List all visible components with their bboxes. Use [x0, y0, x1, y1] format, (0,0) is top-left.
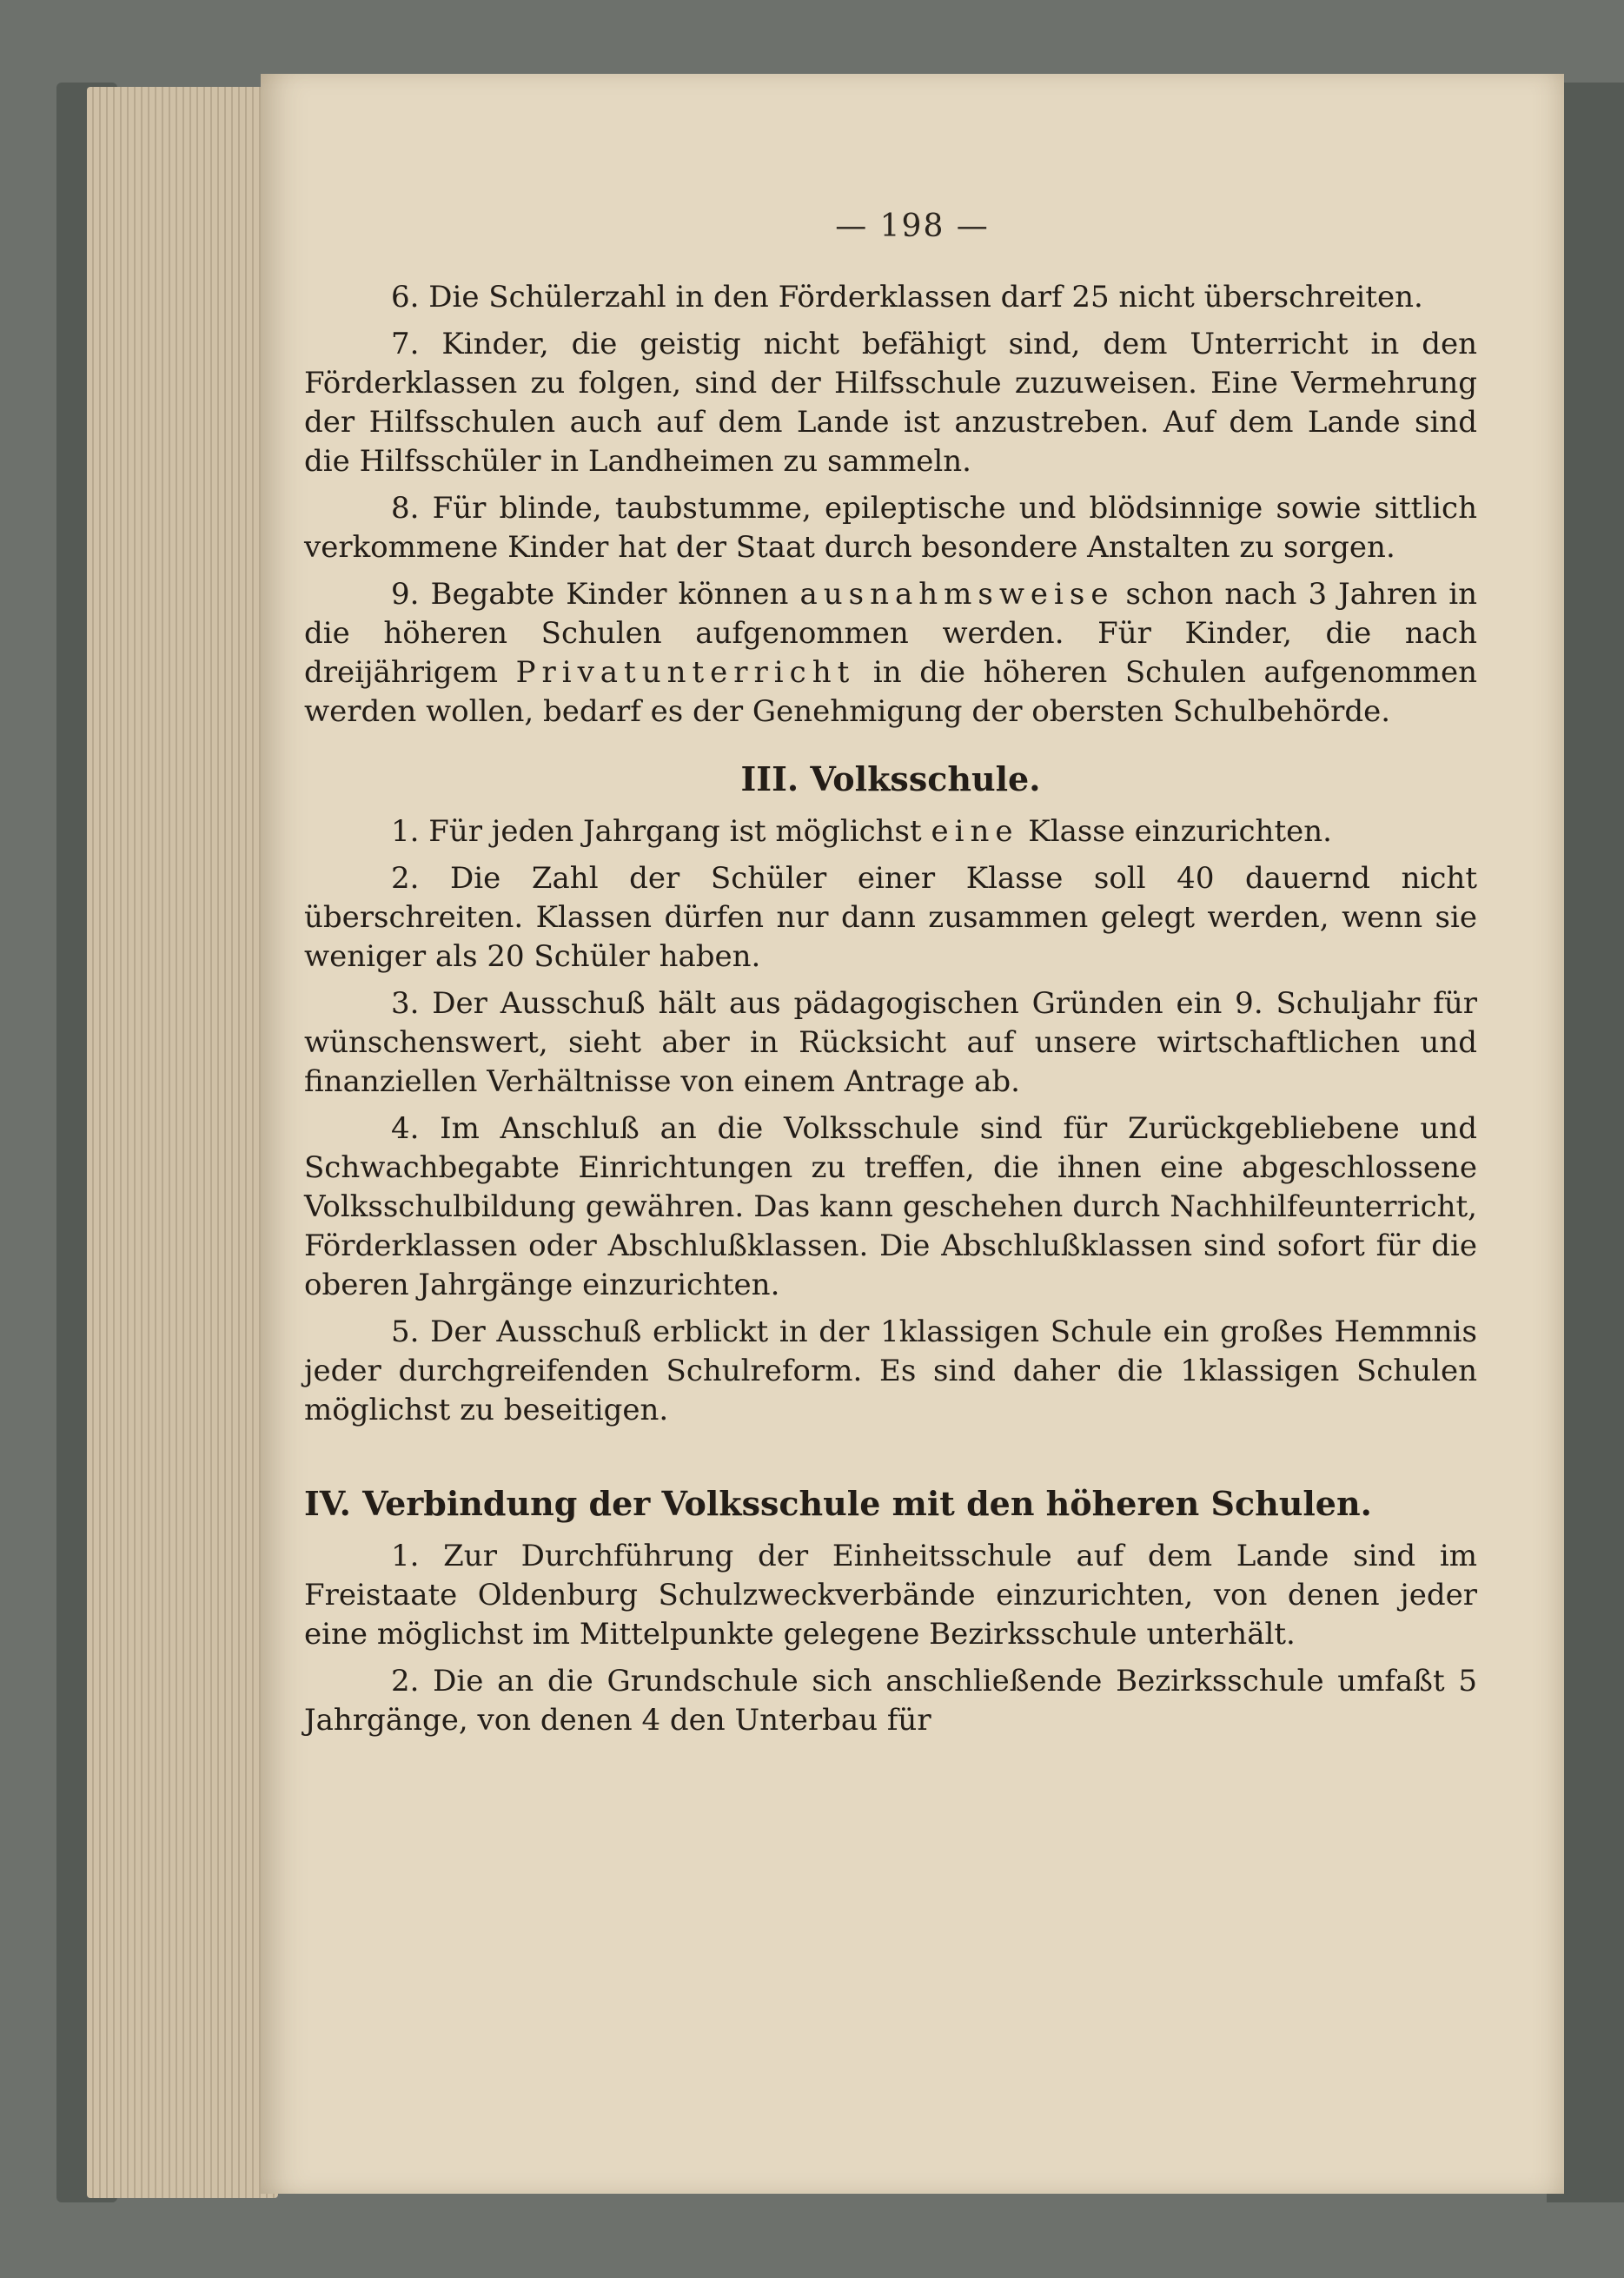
- paragraph-text: 9. Begabte Kinder können: [391, 577, 800, 612]
- paragraph-text: 5. Der Ausschuß erblickt in der 1klassigen Schule ein großes Hemmnis jeder durchgreifenden Schulreform. Es sind daher die 1klassigen Schulen möglichst zu beseitigen.: [304, 1314, 1477, 1427]
- paragraph-text: Klasse einzurichten.: [1018, 814, 1332, 849]
- paragraph: [304, 1662, 1477, 1740]
- paragraph-text: in die höheren Schulen aufgenommen werden wollen, bedarf es der Genehmigung der obersten Schulbehörde.: [304, 655, 1477, 729]
- paragraph-text: 4. Im Anschluß an die Volksschule sind für Zurückgebliebene und Schwachbegabte Einrichtungen zu treffen, die ihnen eine abgeschlossene Volksschulbildung gewähren. Das kann geschehen durch Nachhilfeunterricht, Förderklassen oder Abschlußklassen. Die Abschlußklassen sind sofort für die oberen Jahrgänge einzurichten.: [304, 1111, 1477, 1302]
- spaced-emphasis-text: eine: [931, 814, 1019, 849]
- section-iv-paragraphs: [304, 1537, 1477, 1740]
- paragraph: [304, 278, 1477, 317]
- page-number: — 198 —: [835, 209, 990, 244]
- page-edges: [87, 87, 278, 2198]
- paragraph: [304, 575, 1477, 732]
- paragraph-text: 6. Die Schülerzahl in den Förderklassen darf 25 nicht überschreiten.: [391, 280, 1423, 315]
- paragraph-text: 3. Der Ausschuß hält aus pädagogischen Gründen ein 9. Schuljahr für wünschenswert, sieht aber in Rücksicht auf unsere wirtschaftlichen und finanziellen Verhältnisse von einem Antrage ab.: [304, 986, 1477, 1099]
- paragraph: [304, 489, 1477, 567]
- paragraph-text: 8. Für blinde, taubstumme, epileptische und blödsinnige sowie sittlich verkommene Kinder hat der Staat durch besondere Anstalten zu sorgen.: [304, 491, 1477, 565]
- paragraph: [304, 1109, 1477, 1305]
- paragraph: [304, 859, 1477, 977]
- section-heading-iii: III. Volksschule.: [740, 759, 1041, 798]
- section-heading-iv: IV. Verbindung der Volksschule mit den höheren Schulen.: [304, 1484, 1372, 1523]
- paragraph: [304, 1537, 1477, 1654]
- top-paragraphs: [304, 278, 1477, 732]
- spaced-emphasis-text: ausnahmsweise: [799, 577, 1115, 612]
- paragraph-text: schon nach 3 Jahren in die höheren Schulen aufgenommen werden. Für Kinder, die nach dreijährigem: [304, 577, 1477, 690]
- section-iii-paragraphs: [304, 812, 1477, 1430]
- paragraph: [304, 984, 1477, 1102]
- paragraph: [304, 812, 1477, 851]
- paragraph-text: 2. Die Zahl der Schüler einer Klasse soll 40 dauernd nicht überschreiten. Klassen dürfen nur dann zusammen gelegt werden, wenn sie weniger als 20 Schüler haben.: [304, 861, 1477, 974]
- paragraph-text: 2. Die an die Grundschule sich anschließende Bezirksschule umfaßt 5 Jahrgänge, von denen 4 den Unterbau für: [304, 1664, 1477, 1738]
- paragraph: [304, 325, 1477, 481]
- paragraph-text: 7. Kinder, die geistig nicht befähigt sind, dem Unterricht in den Förderklassen zu folgen, sind der Hilfsschule zuzuweisen. Eine Vermehrung der Hilfsschulen auch auf dem Lande ist anzustreben. Auf dem Lande sind die Hilfsschüler in Landheimen zu sammeln.: [304, 327, 1477, 479]
- paragraph-text: 1. Für jeden Jahrgang ist möglichst: [391, 814, 931, 849]
- paragraph-text: 1. Zur Durchführung der Einheitsschule auf dem Lande sind im Freistaate Oldenburg Schulzweckverbände einzurichten, von denen jeder eine möglichst im Mittelpunkte gelegene Bezirksschule unterhält.: [304, 1539, 1477, 1652]
- spaced-emphasis-text: Privatunterricht: [515, 655, 856, 690]
- page-text: [304, 278, 1477, 1748]
- paragraph: [304, 1313, 1477, 1430]
